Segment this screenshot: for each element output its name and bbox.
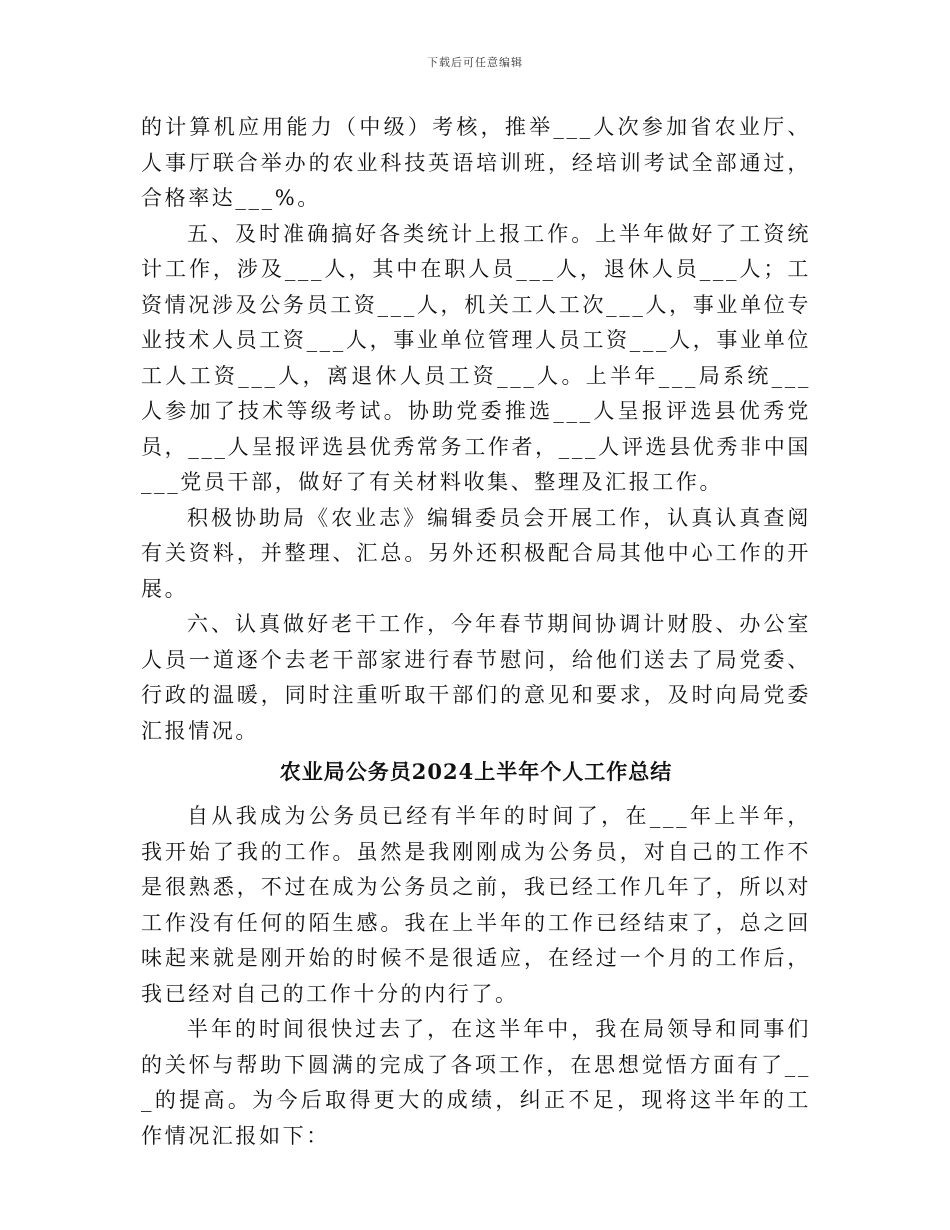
document-title: 农业局公务员2024上半年个人工作总结: [279, 759, 673, 784]
paragraph-intro: 自从我成为公务员已经有半年的时间了，在___年上半年，我开始了我的工作。虽然是我刚刚成为公务员，对自己的工作不是很熟悉，不过在成为公务员之前，我已经工作几年了，所以对工作没有任何的陌生感。我在上半年的工作已经结束了，总之回味起来就是刚开始的时候不是很适应，在经过一个月的工作后，我已经对自己的工作十分的内行了。: [141, 804, 811, 1006]
paragraph-statistics: 五、及时准确搞好各类统计上报工作。上半年做好了工资统计工作，涉及___人，其中在职人员___人，退休人员___人；工资情况涉及公务员工资___人，机关工人工次___人，事业单位专业技术人员工资___人，事业单位管理人员工资___人，事业单位工人工资___人，离退休人员工资___人。上半年___局系统___人参加了技术等级考试。协助党委推选___人呈报评选县优秀党员，___人呈报评选县优秀常务工作者，___人评选县优秀非中国___党员干部，做好了有关材料收集、整理及汇报工作。: [141, 221, 811, 494]
paragraph-summary: 半年的时间很快过去了，在这半年中，我在局领导和同事们的关怀与帮助下圆满的完成了各项工作，在思想觉悟方面有了___的提高。为今后取得更大的成绩，纠正不足，现将这半年的工作情况汇报如下：: [141, 1017, 811, 1148]
paragraph-agriculture-annals: 积极协助局《农业志》编辑委员会开展工作，认真认真查阅有关资料，并整理、汇总。另外还积极配合局其他中心工作的开展。: [141, 505, 811, 601]
document-body: [141, 110, 811, 1154]
header-note: 下载后可任意编辑: [427, 56, 523, 69]
paragraph-retired-cadres: 六、认真做好老干工作，今年春节期间协调计财股、办公室人员一道逐个去老干部家进行春节慰问，给他们送去了局党委、行政的温暖，同时注重听取干部们的意见和要求，及时向局党委汇报情况。: [141, 612, 811, 743]
paragraph-continuation: 的计算机应用能力（中级）考核，推举___人次参加省农业厅、人事厅联合举办的农业科技英语培训班，经培训考试全部通过，合格率达___%。: [141, 115, 811, 210]
